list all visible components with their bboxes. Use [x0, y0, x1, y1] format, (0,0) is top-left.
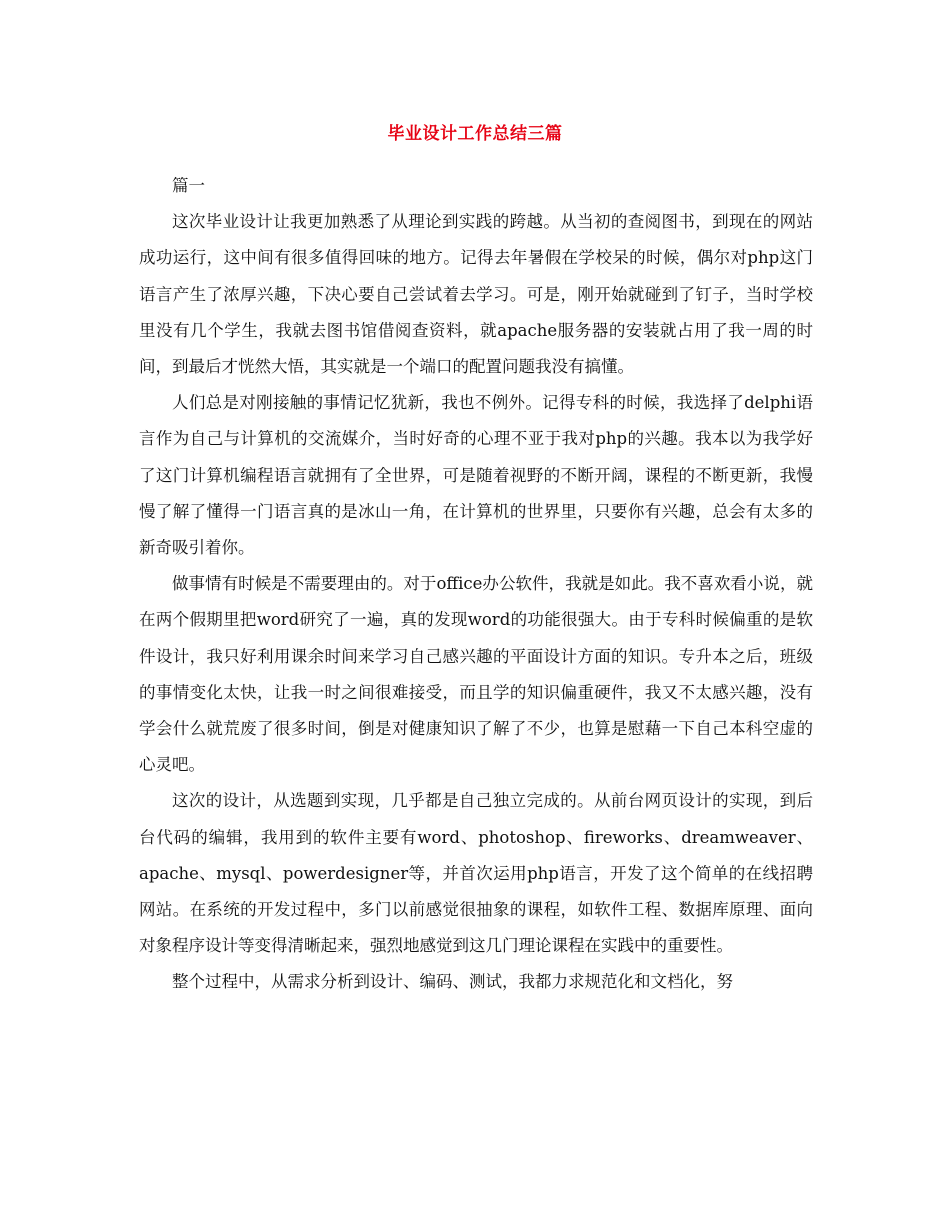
- paragraph-3: 做事情有时候是不需要理由的。对于office办公软件，我就是如此。我不喜欢看小说，就在两个假期里把word研究了一遍，真的发现word的功能很强大。由于专科时候偏重的是软件设计，我只好利用课余时间来学习自己感兴趣的平面设计方面的知识。专升本之后，班级的事情变化太快，让我一时之间很难接受，而且学的知识偏重硬件，我又不太感兴趣，没有学会什么就荒废了很多时间，倒是对健康知识了解了不少，也算是慰藉一下自己本科空虚的心灵吧。: [139, 574, 813, 775]
- paragraph-2: 人们总是对刚接触的事情记忆犹新，我也不例外。记得专科的时候，我选择了delphi语言作为自己与计算机的交流媒介，当时好奇的心理不亚于我对php的兴趣。我本以为我学好了这门计算机编程语言就拥有了全世界，可是随着视野的不断开阔，课程的不断更新，我慢慢了解了懂得一门语言真的是冰山一角，在计算机的世界里，只要你有兴趣，总会有太多的新奇吸引着你。: [139, 393, 813, 558]
- document-title: 毕业设计工作总结三篇: [387, 124, 563, 144]
- document-body: [139, 168, 813, 1001]
- paragraph-5: 整个过程中，从需求分析到设计、编码、测试，我都力求规范化和文档化，努: [172, 972, 733, 992]
- paragraph-1: 这次毕业设计让我更加熟悉了从理论到实践的跨越。从当初的查阅图书，到现在的网站成功运行，这中间有很多值得回味的地方。记得去年暑假在学校呆的时候，偶尔对php这门语言产生了浓厚兴趣，下决心要自己尝试着去学习。可是，刚开始就碰到了钉子，当时学校里没有几个学生，我就去图书馆借阅查资料，就apache服务器的安装就占用了我一周的时间，到最后才恍然大悟，其实就是一个端口的配置问题我没有搞懂。: [139, 212, 813, 377]
- paragraph-4: 这次的设计，从选题到实现，几乎都是自己独立完成的。从前台网页设计的实现，到后台代码的编辑，我用到的软件主要有word、photoshop、fireworks、dreamweaver、apache、mysql、powerdesigner等，并首次运用php语言，开发了这个简单的在线招聘网站。在系统的开发过程中，多门以前感觉很抽象的课程，如软件工程、数据库原理、面向对象程序设计等变得清晰起来，强烈地感觉到这几门理论课程在实践中的重要性。: [139, 791, 813, 956]
- section-heading: 篇一: [172, 176, 205, 195]
